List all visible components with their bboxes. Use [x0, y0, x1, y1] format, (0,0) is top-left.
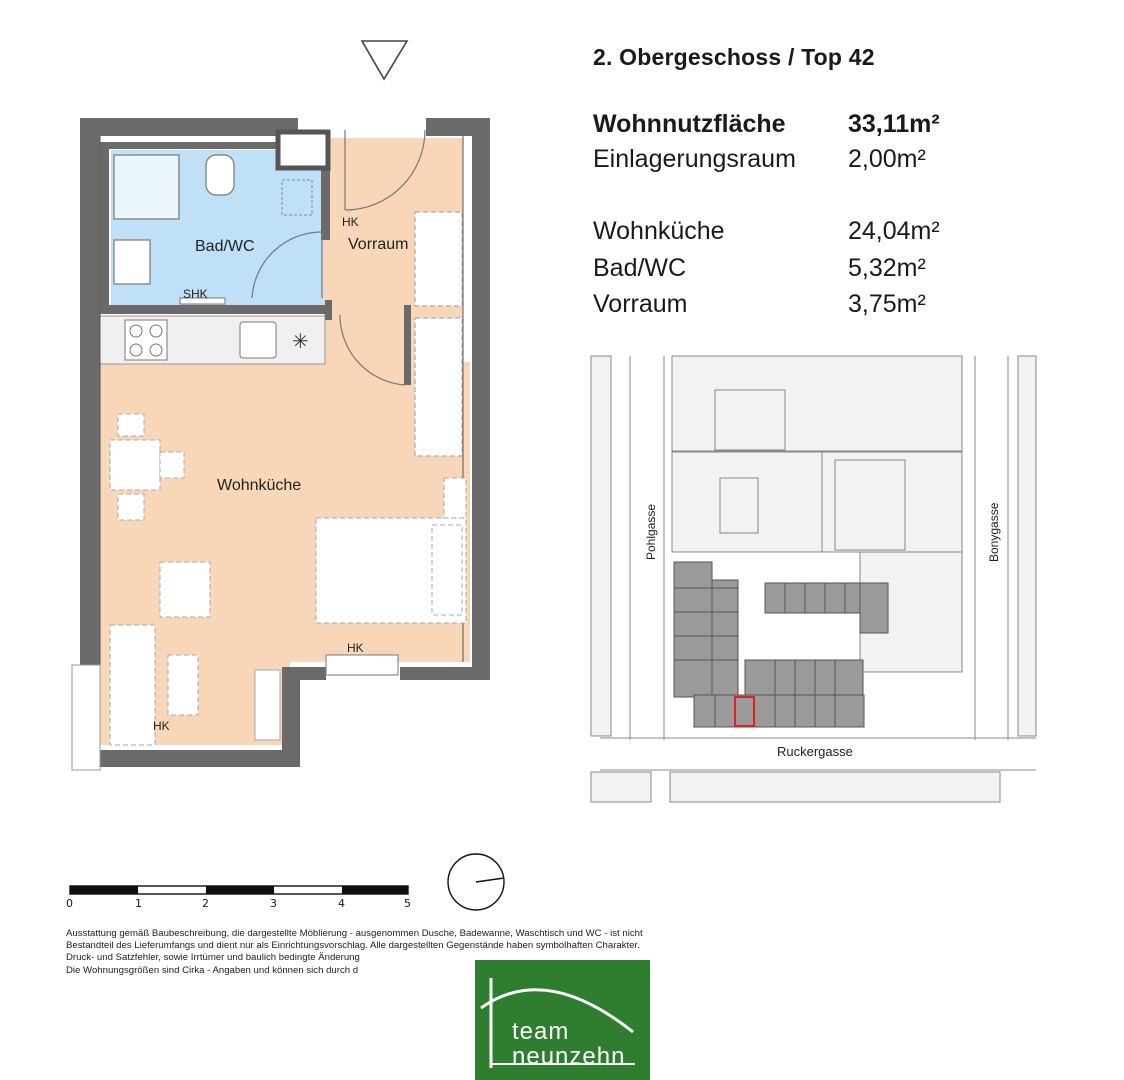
- disclaimer-line: Die Wohnungsgrößen sind Cirka - Angaben und können sich durch d: [66, 964, 359, 976]
- plant: [255, 670, 280, 740]
- site-map: [591, 356, 1036, 802]
- area-label: Bad/WC: [593, 254, 687, 282]
- street-left: Pohlgasse: [644, 503, 658, 560]
- sofa: [110, 625, 155, 745]
- team-neunzehn-logo: [475, 960, 650, 1080]
- hk-label-balcony: HK: [153, 719, 170, 733]
- area-row-room: [593, 254, 926, 283]
- hall-wall: [325, 300, 332, 320]
- bed: [316, 518, 466, 623]
- area-label: Wohnnutzfläche: [593, 110, 786, 138]
- shaft: [278, 132, 328, 168]
- window: [326, 655, 398, 675]
- coffee-table: [168, 655, 198, 715]
- balcony: [72, 665, 100, 770]
- area-value: 3,75m²: [848, 290, 926, 318]
- logo-line2: neunzehn: [512, 1043, 626, 1070]
- area-row-storage: [593, 145, 926, 174]
- area-label: Einlagerungsraum: [593, 145, 796, 173]
- shower: [114, 155, 179, 219]
- side-table: [444, 478, 466, 518]
- disclaimer-line: Bestandteil des Lieferumfangs und dient nur als Einrichtungsvorschlag. Alle dargestellten Gegenstände haben symbolhaften Charakter.: [66, 940, 640, 952]
- logo-line1: team: [512, 1018, 570, 1045]
- wardrobes: [415, 212, 462, 456]
- area-value: 24,04m²: [848, 217, 940, 245]
- street-bottom: Ruckergasse: [777, 744, 853, 759]
- armchair: [160, 562, 210, 617]
- compass-icon: [448, 854, 504, 910]
- hall-label: Vorraum: [348, 236, 409, 253]
- scale-bar: [70, 886, 408, 894]
- street-right: Bonygasse: [987, 502, 1001, 562]
- area-row-room: [593, 290, 926, 319]
- shk-label: SHK: [183, 287, 208, 301]
- area-row-room: [593, 217, 940, 246]
- disclaimer-line: Druck- und Satzfehler, sowie Irrtümer und baulich bedingte Änderung: [66, 952, 360, 964]
- scale-tick: 1: [135, 897, 142, 910]
- washbasin: [114, 240, 150, 284]
- hall-wall-right: [404, 305, 411, 385]
- hk-label-window: HK: [347, 641, 364, 655]
- sink: [240, 322, 276, 358]
- scale-tick: 5: [404, 897, 411, 910]
- page-title: 2. Obergeschoss / Top 42: [593, 44, 875, 70]
- extractor-icon: ✳: [292, 329, 309, 353]
- scale-tick: 3: [270, 897, 277, 910]
- scale-tick: 4: [338, 897, 345, 910]
- area-value: 2,00m²: [848, 145, 926, 173]
- toilet: [206, 155, 234, 195]
- hk-label-hall: HK: [342, 215, 359, 229]
- area-value: 33,11m²: [848, 110, 940, 138]
- area-label: Vorraum: [593, 290, 688, 318]
- disclaimer-line: Ausstattung gemäß Baubeschreibung, die dargestellte Möblierung - ausgenommen Dusche, Badewanne, Waschtisch und WC - ist nicht: [66, 928, 643, 939]
- scale-tick: 2: [202, 897, 209, 910]
- area-value: 5,32m²: [848, 254, 926, 282]
- scale-tick: 0: [66, 897, 73, 910]
- area-label: Wohnküche: [593, 217, 725, 245]
- bath-label: Bad/WC: [195, 238, 255, 255]
- area-row-main: [593, 110, 940, 139]
- entrance-arrow-icon: [362, 41, 407, 79]
- living-label: Wohnküche: [217, 477, 302, 494]
